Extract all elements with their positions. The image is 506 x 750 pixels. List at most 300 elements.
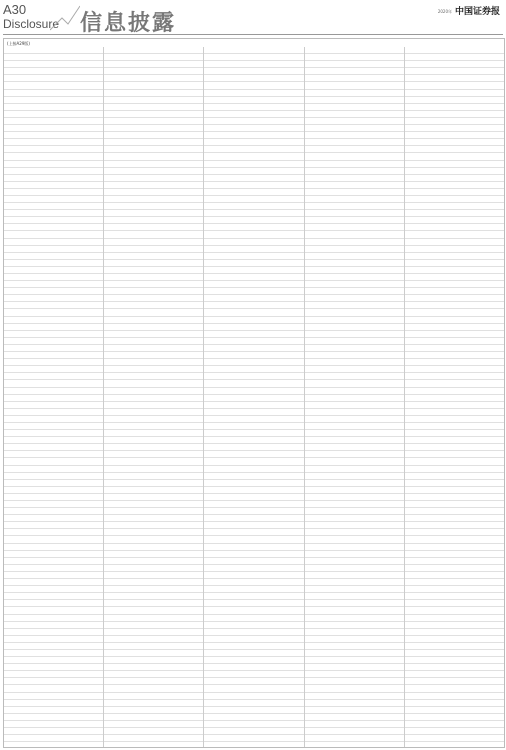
table-row [305, 104, 404, 111]
table-row [305, 302, 404, 309]
table-row [104, 607, 203, 614]
table-row [4, 345, 103, 352]
table-row [4, 253, 103, 260]
table-row [405, 685, 504, 692]
table-row [305, 295, 404, 302]
table-row [405, 728, 504, 735]
issue-date: 2020年 [437, 9, 452, 14]
table-row [104, 366, 203, 373]
table-row [104, 721, 203, 728]
table-row [305, 210, 404, 217]
table-row [405, 565, 504, 572]
table-row [305, 345, 404, 352]
table-row [204, 104, 303, 111]
table-row [4, 643, 103, 650]
table-row [104, 664, 203, 671]
table-row [104, 402, 203, 409]
table-row [204, 607, 303, 614]
table-row [204, 146, 303, 153]
table-row [305, 47, 404, 54]
table-row [204, 161, 303, 168]
table-row [104, 636, 203, 643]
table-row [405, 671, 504, 678]
page-header [0, 0, 506, 38]
table-row [104, 82, 203, 89]
table-row [305, 487, 404, 494]
table-row [104, 388, 203, 395]
table-row [104, 68, 203, 75]
table-row [204, 544, 303, 551]
table-row [104, 281, 203, 288]
table-row [405, 309, 504, 316]
table-row [204, 430, 303, 437]
table-row [405, 700, 504, 707]
table-row [305, 558, 404, 565]
table-row [104, 501, 203, 508]
table-row [104, 466, 203, 473]
table-row [204, 494, 303, 501]
table-row [104, 274, 203, 281]
table-row [104, 579, 203, 586]
table-row [405, 175, 504, 182]
table-row [104, 246, 203, 253]
table-row [104, 75, 203, 82]
table-row [305, 657, 404, 664]
table-row [4, 650, 103, 657]
table-row [405, 359, 504, 366]
table-row [305, 664, 404, 671]
table-row [305, 466, 404, 473]
table-row [405, 338, 504, 345]
table-row [104, 522, 203, 529]
table-row [305, 451, 404, 458]
table-row [104, 146, 203, 153]
table-row [305, 338, 404, 345]
table-row [4, 388, 103, 395]
table-row [305, 359, 404, 366]
table-row [204, 359, 303, 366]
table-row [204, 437, 303, 444]
table-row [305, 402, 404, 409]
table-row [405, 239, 504, 246]
table-row [204, 324, 303, 331]
table-row [4, 281, 103, 288]
table-row [204, 68, 303, 75]
table-row [4, 451, 103, 458]
table-row [204, 501, 303, 508]
table-row [204, 487, 303, 494]
table-row [305, 536, 404, 543]
table-row [305, 515, 404, 522]
table-row [305, 217, 404, 224]
table-row [305, 629, 404, 636]
table-row [305, 685, 404, 692]
table-row [104, 700, 203, 707]
table-row [305, 388, 404, 395]
table-row [4, 671, 103, 678]
table-row [4, 416, 103, 423]
table-row [405, 544, 504, 551]
table-row [204, 671, 303, 678]
table-row [204, 565, 303, 572]
table-row [405, 693, 504, 700]
table-row [104, 104, 203, 111]
table-row [104, 111, 203, 118]
table-row [4, 153, 103, 160]
table-row [104, 437, 203, 444]
table-row [405, 593, 504, 600]
table-row [305, 111, 404, 118]
table-row [305, 54, 404, 61]
table-row [305, 480, 404, 487]
table-row [4, 572, 103, 579]
table-row [4, 600, 103, 607]
table-row [4, 395, 103, 402]
table-row [4, 501, 103, 508]
table-row [104, 586, 203, 593]
table-column [305, 47, 405, 747]
table-row [204, 579, 303, 586]
table-row [305, 551, 404, 558]
table-row [305, 132, 404, 139]
table-row [204, 352, 303, 359]
table-row [204, 529, 303, 536]
table-row [405, 501, 504, 508]
table-row [305, 430, 404, 437]
table-row [405, 274, 504, 281]
table-row [4, 579, 103, 586]
table-row [4, 735, 103, 742]
table-row [305, 97, 404, 104]
table-row [204, 693, 303, 700]
disclosure-table-area [3, 38, 505, 748]
table-row [104, 90, 203, 97]
table-row [305, 196, 404, 203]
table-row [305, 416, 404, 423]
table-row [4, 664, 103, 671]
table-row [405, 536, 504, 543]
table-row [405, 210, 504, 217]
table-row [305, 714, 404, 721]
table-row [405, 388, 504, 395]
table-row [405, 551, 504, 558]
table-row [204, 246, 303, 253]
table-row [305, 366, 404, 373]
table-row [305, 309, 404, 316]
table-row [104, 295, 203, 302]
table-row [204, 593, 303, 600]
table-row [204, 288, 303, 295]
table-row [4, 203, 103, 210]
table-row [405, 558, 504, 565]
table-row [305, 607, 404, 614]
table-row [204, 153, 303, 160]
table-row [405, 735, 504, 742]
table-row [405, 607, 504, 614]
table-row [405, 189, 504, 196]
table-row [405, 416, 504, 423]
table-row [4, 125, 103, 132]
table-row [4, 224, 103, 231]
table-row [305, 579, 404, 586]
table-row [305, 153, 404, 160]
table-row [405, 373, 504, 380]
table-row [104, 239, 203, 246]
table-row [405, 224, 504, 231]
table-row [305, 331, 404, 338]
table-row [405, 125, 504, 132]
table-row [4, 295, 103, 302]
table-row [104, 168, 203, 175]
table-row [4, 47, 103, 54]
table-row [104, 544, 203, 551]
table-row [405, 82, 504, 89]
table-row [204, 458, 303, 465]
table-row [4, 182, 103, 189]
table-row [305, 168, 404, 175]
table-row [305, 494, 404, 501]
table-row [405, 317, 504, 324]
table-row [204, 388, 303, 395]
table-row [204, 685, 303, 692]
table-row [104, 54, 203, 61]
table-row [405, 714, 504, 721]
table-row [104, 345, 203, 352]
table-row [305, 139, 404, 146]
table-row [204, 551, 303, 558]
table-row [204, 700, 303, 707]
table-row [104, 231, 203, 238]
table-row [4, 593, 103, 600]
table-row [305, 61, 404, 68]
table-row [4, 373, 103, 380]
table-row [104, 338, 203, 345]
table-row [104, 331, 203, 338]
table-row [204, 111, 303, 118]
table-row [4, 338, 103, 345]
table-row [405, 90, 504, 97]
table-row [305, 622, 404, 629]
table-row [204, 125, 303, 132]
table-row [305, 565, 404, 572]
table-row [4, 274, 103, 281]
table-row [104, 189, 203, 196]
table-row [305, 742, 404, 747]
table-row [405, 508, 504, 515]
table-row [104, 47, 203, 54]
table-row [4, 565, 103, 572]
table-row [104, 97, 203, 104]
table-row [405, 572, 504, 579]
table-row [104, 324, 203, 331]
table-row [405, 650, 504, 657]
table-row [305, 68, 404, 75]
table-row [405, 487, 504, 494]
table-row [104, 593, 203, 600]
table-row [4, 161, 103, 168]
table-column [104, 47, 204, 747]
table-row [4, 466, 103, 473]
table-row [204, 416, 303, 423]
table-row [4, 132, 103, 139]
table-row [204, 558, 303, 565]
table-row [405, 721, 504, 728]
table-row [4, 487, 103, 494]
table-row [4, 437, 103, 444]
table-columns [4, 47, 504, 747]
table-row [204, 217, 303, 224]
table-row [405, 295, 504, 302]
table-row [4, 267, 103, 274]
table-row [4, 402, 103, 409]
table-row [104, 125, 203, 132]
table-row [405, 430, 504, 437]
table-row [204, 210, 303, 217]
table-row [4, 168, 103, 175]
table-row [104, 203, 203, 210]
table-row [405, 47, 504, 54]
table-row [4, 146, 103, 153]
table-row [305, 650, 404, 657]
table-row [104, 515, 203, 522]
table-row [405, 302, 504, 309]
table-row [4, 714, 103, 721]
table-row [405, 664, 504, 671]
table-row [204, 402, 303, 409]
table-column [204, 47, 304, 747]
table-row [405, 458, 504, 465]
table-row [204, 522, 303, 529]
table-row [204, 395, 303, 402]
table-row [204, 253, 303, 260]
table-row [4, 473, 103, 480]
table-row [305, 239, 404, 246]
table-row [305, 586, 404, 593]
table-row [4, 458, 103, 465]
table-row [104, 423, 203, 430]
table-row [204, 451, 303, 458]
table-row [204, 139, 303, 146]
table-row [405, 324, 504, 331]
table-row [204, 622, 303, 629]
table-row [104, 487, 203, 494]
table-row [4, 742, 103, 747]
table-row [305, 288, 404, 295]
table-row [305, 373, 404, 380]
table-row [204, 295, 303, 302]
table-row [405, 579, 504, 586]
table-row [104, 643, 203, 650]
table-row [104, 380, 203, 387]
table-row [104, 714, 203, 721]
table-row [405, 529, 504, 536]
table-row [204, 47, 303, 54]
table-row [104, 657, 203, 664]
table-row [405, 139, 504, 146]
table-row [405, 75, 504, 82]
table-row [104, 224, 203, 231]
table-row [204, 366, 303, 373]
page-number: A30 [3, 2, 27, 17]
table-row [104, 395, 203, 402]
table-row [4, 636, 103, 643]
table-row [204, 373, 303, 380]
table-row [305, 267, 404, 274]
table-row [405, 153, 504, 160]
table-row [204, 331, 303, 338]
table-row [305, 231, 404, 238]
table-row [305, 189, 404, 196]
table-row [204, 742, 303, 747]
table-row [4, 622, 103, 629]
table-row [104, 678, 203, 685]
table-row [405, 97, 504, 104]
table-row [104, 409, 203, 416]
table-row [4, 685, 103, 692]
table-row [104, 161, 203, 168]
table-row [305, 203, 404, 210]
table-row [204, 82, 303, 89]
table-row [4, 302, 103, 309]
table-row [104, 735, 203, 742]
table-row [204, 345, 303, 352]
table-row [104, 728, 203, 735]
table-row [104, 615, 203, 622]
table-row [405, 444, 504, 451]
table-row [104, 565, 203, 572]
table-row [204, 281, 303, 288]
table-row [4, 288, 103, 295]
table-row [4, 409, 103, 416]
table-row [4, 430, 103, 437]
table-row [204, 664, 303, 671]
table-row [305, 82, 404, 89]
section-english: Disclosure [3, 17, 60, 31]
table-row [305, 182, 404, 189]
table-row [305, 707, 404, 714]
table-row [104, 707, 203, 714]
table-row [4, 380, 103, 387]
table-row [204, 196, 303, 203]
table-row [405, 480, 504, 487]
table-row [104, 302, 203, 309]
table-row [104, 473, 203, 480]
table-row [4, 68, 103, 75]
table-row [104, 650, 203, 657]
table-row [405, 111, 504, 118]
table-row [204, 90, 303, 97]
table-row [204, 466, 303, 473]
table-row [4, 586, 103, 593]
table-row [204, 182, 303, 189]
table-row [4, 480, 103, 487]
table-row [305, 693, 404, 700]
table-row [405, 494, 504, 501]
table-row [405, 742, 504, 747]
table-row [305, 458, 404, 465]
table-row [204, 643, 303, 650]
table-row [305, 721, 404, 728]
table-row [104, 529, 203, 536]
table-row [204, 721, 303, 728]
table-row [204, 707, 303, 714]
table-row [405, 267, 504, 274]
table-row [4, 615, 103, 622]
table-row [204, 224, 303, 231]
table-row [204, 175, 303, 182]
table-row [4, 678, 103, 685]
table-row [305, 75, 404, 82]
